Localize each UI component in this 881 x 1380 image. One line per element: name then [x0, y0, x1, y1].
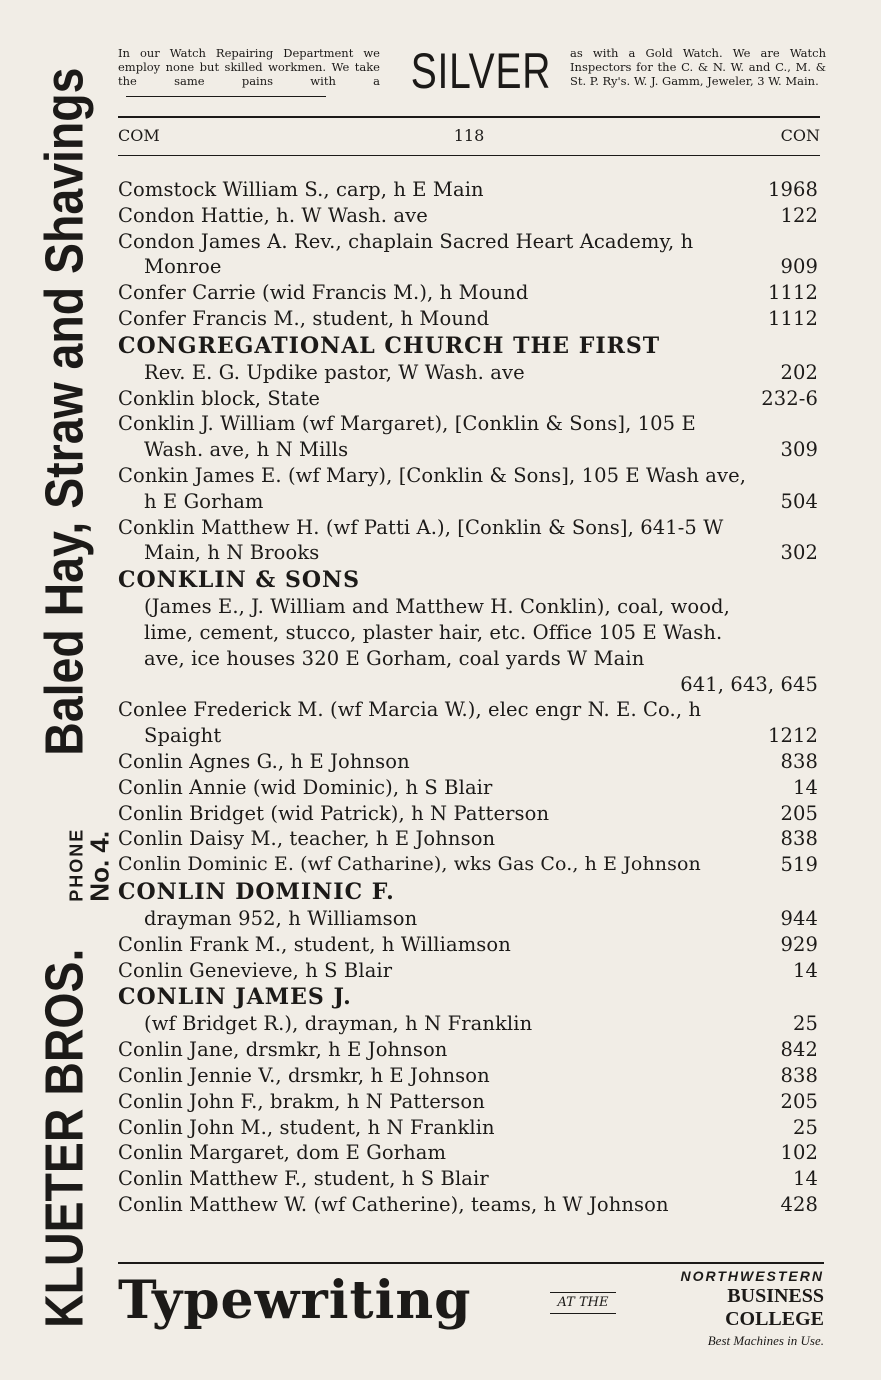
directory-entry: Conlin John F., brakm, h N Patterson 205 [118, 1089, 818, 1113]
directory-entry: Conlee Frederick M. (wf Marcia W.), elec engr N. E. Co., h Spaight 1212 [118, 698, 818, 748]
running-head-right: CON [780, 126, 820, 145]
side-ad-firm: KLUETER BROS. [34, 948, 95, 1328]
footer-ad-at-the: AT THE [550, 1292, 616, 1314]
directory-entry: Conlin Jennie V., drsmkr, h E Johnson 838 [118, 1063, 818, 1087]
directory-entry: (wf Bridget R.), drayman, h N Franklin 25 [144, 1012, 818, 1036]
side-ad-phone-label: PHONE [66, 827, 87, 902]
directory-entry: Conlin Dominic E. (wf Catharine), wks Gas Co., h E Johnson 519 [118, 853, 818, 877]
directory-entry: Condon Hattie, h. W Wash. ave 122 [118, 203, 818, 227]
directory-entry-continued-number: 641, 643, 645 [680, 672, 818, 696]
directory-entry: Conlin Matthew W. (wf Catherine), teams, h W Johnson 428 [118, 1192, 818, 1216]
directory-entry: Conlin Bridget (wid Patrick), h N Patterson 205 [118, 801, 818, 825]
header-rule [118, 116, 820, 118]
directory-heading: CONKLIN & SONS [118, 567, 361, 594]
footer-advertisement [118, 1262, 824, 1348]
page-number: 118 [453, 126, 485, 145]
directory-entry: Conklin J. William (wf Margaret), [Conklin & Sons], 105 E Wash. ave, h N Mills 309 [118, 412, 818, 462]
directory-entry: Conlin Agnes G., h E Johnson 838 [118, 749, 818, 773]
directory-entry: drayman 952, h Williamson 944 [144, 906, 818, 930]
directory-entry: Conklin block, State 232-6 [118, 386, 818, 410]
header-ad-center-word: SILVER [410, 43, 552, 99]
directory-heading: CONLIN JAMES J. [118, 984, 352, 1011]
directory-entry: Conlin Margaret, dom E Gorham 102 [118, 1141, 818, 1165]
directory-entry: (James E., J. William and Matthew H. Conklin), coal, wood, lime, cement, stucco, plaster hair, etc. Office 105 E Wash. ave, ice houses 320 E Gorham, coal yards W Main [144, 595, 730, 670]
footer-ad-school [624, 1268, 824, 1349]
footer-ad-school-line3: Best Machines in Use. [707, 1333, 824, 1348]
directory-entry: Conlin Frank M., student, h Williamson 929 [118, 932, 818, 956]
directory-entry: Condon James A. Rev., chaplain Sacred Heart Academy, h Monroe 909 [118, 229, 818, 279]
directory-entry: Rev. E. G. Updike pastor, W Wash. ave 202 [144, 360, 818, 384]
directory-entry: Conklin Matthew H. (wf Patti A.), [Conklin & Sons], 641-5 W Main, h N Brooks 302 [118, 515, 818, 565]
directory-entry: Conkin James E. (wf Mary), [Conklin & Sons], 105 E Wash ave, h E Gorham 504 [118, 463, 818, 513]
directory-entry: Comstock William S., carp, h E Main 1968 [118, 178, 818, 201]
side-ad-tagline: Baled Hay, Straw and Shavings [34, 67, 95, 756]
header-advertisement [118, 42, 824, 108]
footer-ad-school-line2: BUSINESS COLLEGE [725, 1285, 824, 1330]
footer-ad-school-line1: NORTHWESTERN [680, 1268, 824, 1284]
running-head-left: COM [118, 126, 160, 145]
directory-entry: Conlin Annie (wid Dominic), h S Blair 14 [118, 775, 818, 799]
directory-entry: Confer Francis M., student, h Mound 1112 [118, 306, 818, 330]
directory-entry: Conlin Genevieve, h S Blair 14 [118, 958, 818, 982]
side-advertisement [34, 30, 115, 1340]
directory-heading: CONLIN DOMINIC F. [118, 878, 395, 905]
directory-entry: Conlin Daisy M., teacher, h E Johnson 838 [118, 827, 818, 851]
header-ad-left-text: In our Watch Repairing Department we employ none but skilled workmen. We take the same pains with a [118, 46, 380, 102]
directory-entry: Conlin Jane, drsmkr, h E Johnson 842 [118, 1038, 818, 1062]
directory-heading: CONGREGATIONAL CHURCH THE FIRST [118, 332, 661, 359]
side-ad-phone [68, 828, 114, 902]
running-head [118, 126, 820, 152]
header-ad-right-text: as with a Gold Watch. We are Watch Inspectors for the C. & N. W. and C., M. & St. P. Ry's. W. J. Gamm, Jeweler, 3 W. Main. [570, 46, 826, 88]
directory-entry: Conlin Matthew F., student, h S Blair 14 [118, 1167, 818, 1191]
side-ad-phone-number: No. 4. [84, 830, 115, 902]
directory-listing [118, 177, 820, 1218]
running-head-rule [118, 155, 820, 156]
directory-entry: Confer Carrie (wid Francis M.), h Mound 1112 [118, 281, 818, 305]
directory-entry: Conlin John M., student, h N Franklin 25 [118, 1115, 818, 1139]
footer-ad-headline: Typewriting [118, 1270, 472, 1331]
